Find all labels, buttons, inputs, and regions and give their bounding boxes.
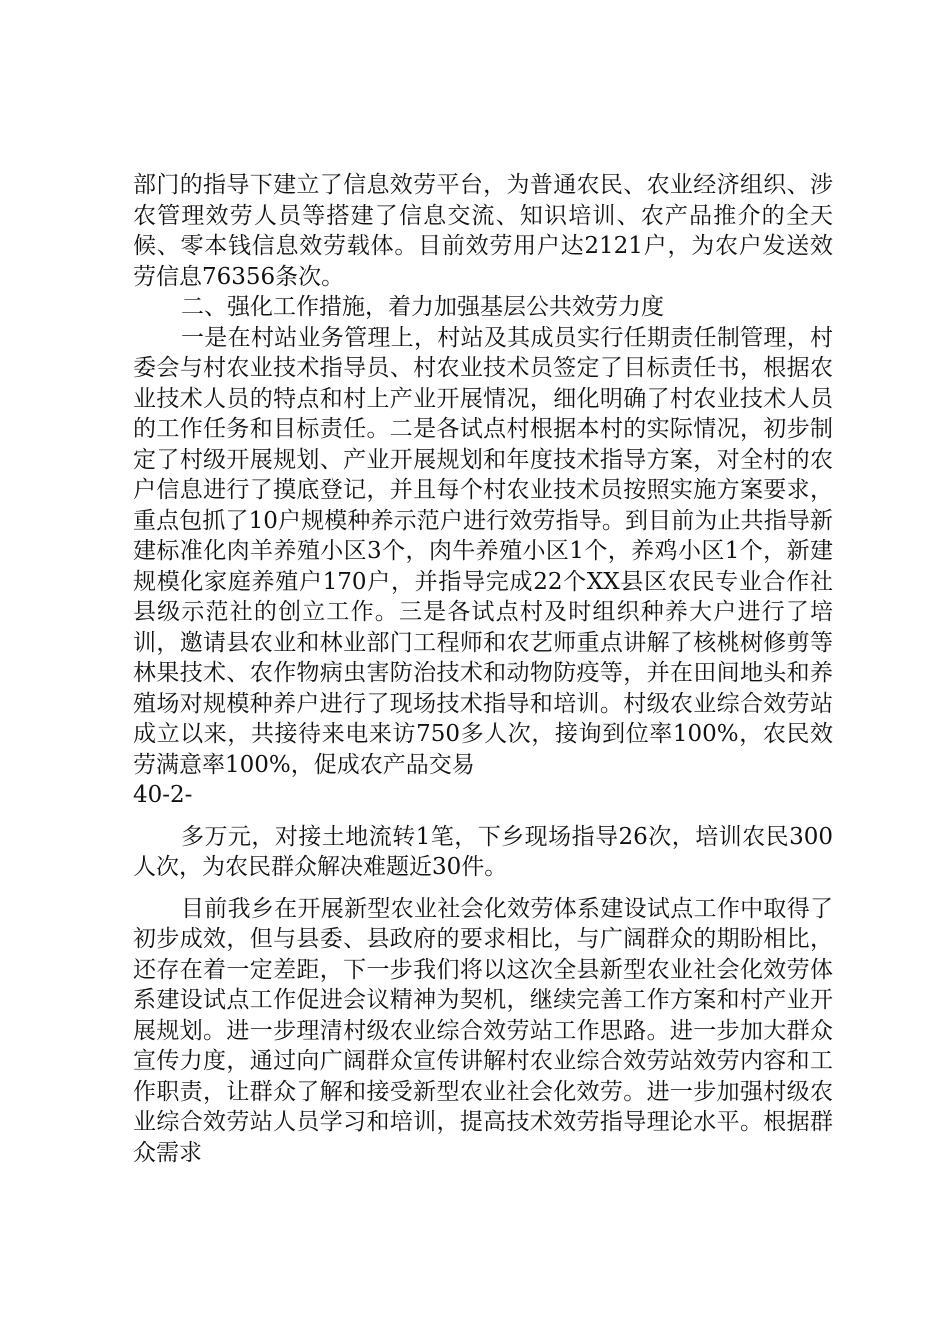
page-number-marker: 40-2- [133,782,193,808]
section-heading: 二、强化工作措施，着力加强基层公共效劳力度 [181,294,664,320]
paragraph-continuation: 部门的指导下建立了信息效劳平台，为普通农民、农业经济组织、涉农管理效劳人员等搭建了信息交流、知识培训、农产品推介的全天候、零本钱信息效劳载体。目前效劳用户达2121户，为农户发送效劳信息76356条次。 [133,172,833,290]
paragraph-measures: 一是在村站业务管理上，村站及其成员实行任期责任制管理，村委会与村农业技术指导员、村农业技术员签定了目标责任书，根据农业技术人员的特点和村上产业开展情况，细化明确了村农业技术人员的工作任务和目标责任。二是各试点村根据本村的实际情况，初步制定了村级开展规划、产业开展规划和年度技术指导方案，对全村的农户信息进行了摸底登记，并且每个村农业技术员按照实施方案要求，重点包抓了10户规模种养示范户进行效劳指导。到目前为止共指导新建标准化肉羊养殖小区3个，肉牛养殖小区1个，养鸡小区1个，新建规模化家庭养殖户170户，并指导完成22个XX县区农民专业合作社县级示范社的创立工作。三是各试点村及时组织种养大户进行了培训，邀请县农业和林业部门工程师和农艺师重点讲解了核桃树修剪等林果技术、农作物病虫害防治技术和动物防疫等，并在田间地头和养殖场对规模种养户进行了现场技术指导和培训。村级农业综合效劳站成立以来，共接待来电来访750多人次，接询到位率100%，农民效劳满意率100%，促成农产品交易 [133,324,833,778]
document-body [133,170,833,1168]
paragraph-results: 多万元，对接土地流转1笔，下乡现场指导26次，培训农民300人次，为农民群众解决难题近30件。 [133,823,833,880]
paragraph-next-steps: 目前我乡在开展新型农业社会化效劳体系建设试点工作中取得了初步成效，但与县委、县政府的要求相比，与广阔群众的期盼相比，还存在着一定差距，下一步我们将以这次全县新型农业社会化效劳体系建设试点工作促进会议精神为契机，继续完善工作方案和村产业开展规划。进一步理清村级农业综合效劳站工作思路。进一步加大群众宣传力度，通过向广阔群众宣传讲解村农业综合效劳站效劳内容和工作职责，让群众了解和接受新型农业社会化效劳。进一步加强村级农业综合效劳站人员学习和培训，提高技术效劳指导理论水平。根据群众需求 [133,895,833,1166]
